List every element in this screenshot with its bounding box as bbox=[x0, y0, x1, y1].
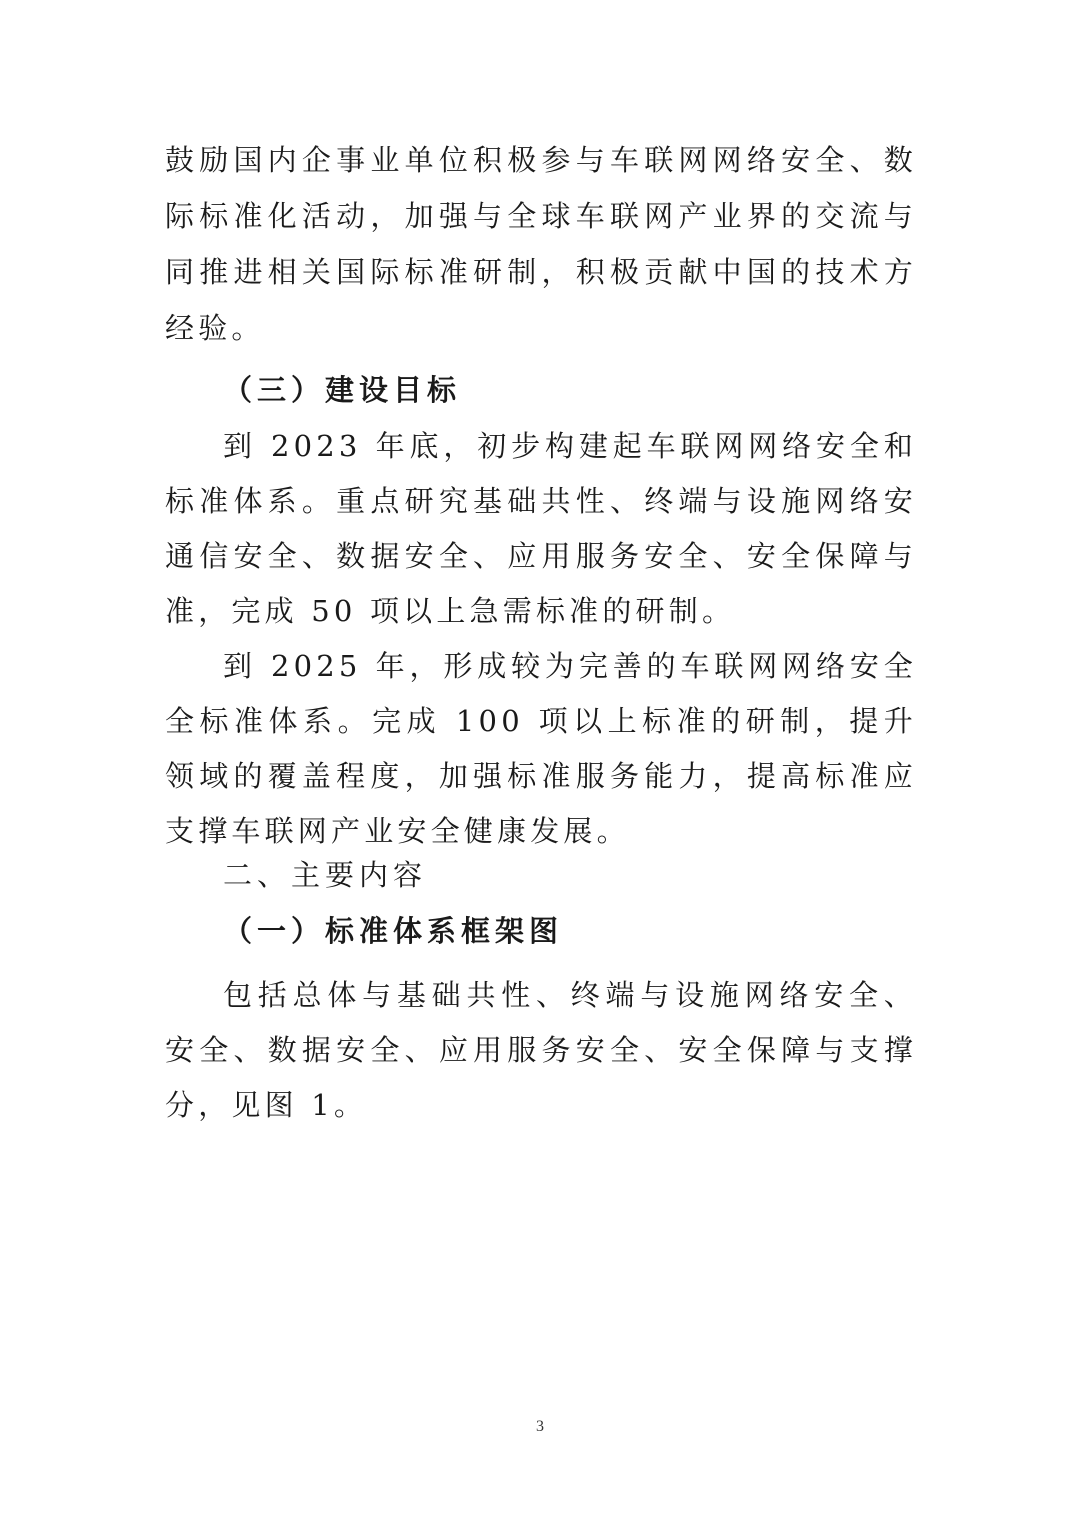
paragraph-2023-line-1: 到 2023 年底，初步构建起车联网网络安全和 bbox=[223, 429, 917, 463]
heading-construction-goals: （三）建设目标 bbox=[223, 373, 462, 407]
paragraph-framework-line-3: 分，见图 1。 bbox=[165, 1088, 368, 1122]
paragraph-1-line-4: 经验。 bbox=[165, 311, 265, 345]
paragraph-1-line-2: 际标准化活动，加强与全球车联网产业界的交流与 bbox=[165, 199, 917, 233]
paragraph-2025-line-3: 领域的覆盖程度，加强标准服务能力，提高标准应 bbox=[165, 759, 917, 793]
paragraph-2023-line-2: 标准体系。重点研究基础共性、终端与设施网络安 bbox=[165, 484, 917, 518]
paragraph-framework-line-2: 安全、数据安全、应用服务安全、安全保障与支撑 bbox=[165, 1033, 917, 1067]
paragraph-1-line-3: 同推进相关国际标准研制，积极贡献中国的技术方 bbox=[165, 255, 917, 289]
heading-framework-diagram: （一）标准体系框架图 bbox=[223, 914, 564, 948]
section-main-content: 二、主要内容 bbox=[223, 858, 428, 892]
paragraph-2025-line-2: 全标准体系。完成 100 项以上标准的研制，提升 bbox=[165, 704, 917, 738]
page-number: 3 bbox=[536, 1418, 544, 1435]
paragraph-2023-line-3: 通信安全、数据安全、应用服务安全、安全保障与 bbox=[165, 539, 917, 573]
paragraph-2025-line-1: 到 2025 年，形成较为完善的车联网网络安全 bbox=[223, 649, 917, 683]
paragraph-2025-line-4: 支撑车联网产业安全健康发展。 bbox=[165, 814, 630, 848]
paragraph-1-line-1: 鼓励国内企事业单位积极参与车联网网络安全、数 bbox=[165, 143, 917, 177]
paragraph-2023-line-4: 准，完成 50 项以上急需标准的研制。 bbox=[165, 594, 736, 628]
paragraph-framework-line-1: 包括总体与基础共性、终端与设施网络安全、 bbox=[223, 978, 917, 1012]
